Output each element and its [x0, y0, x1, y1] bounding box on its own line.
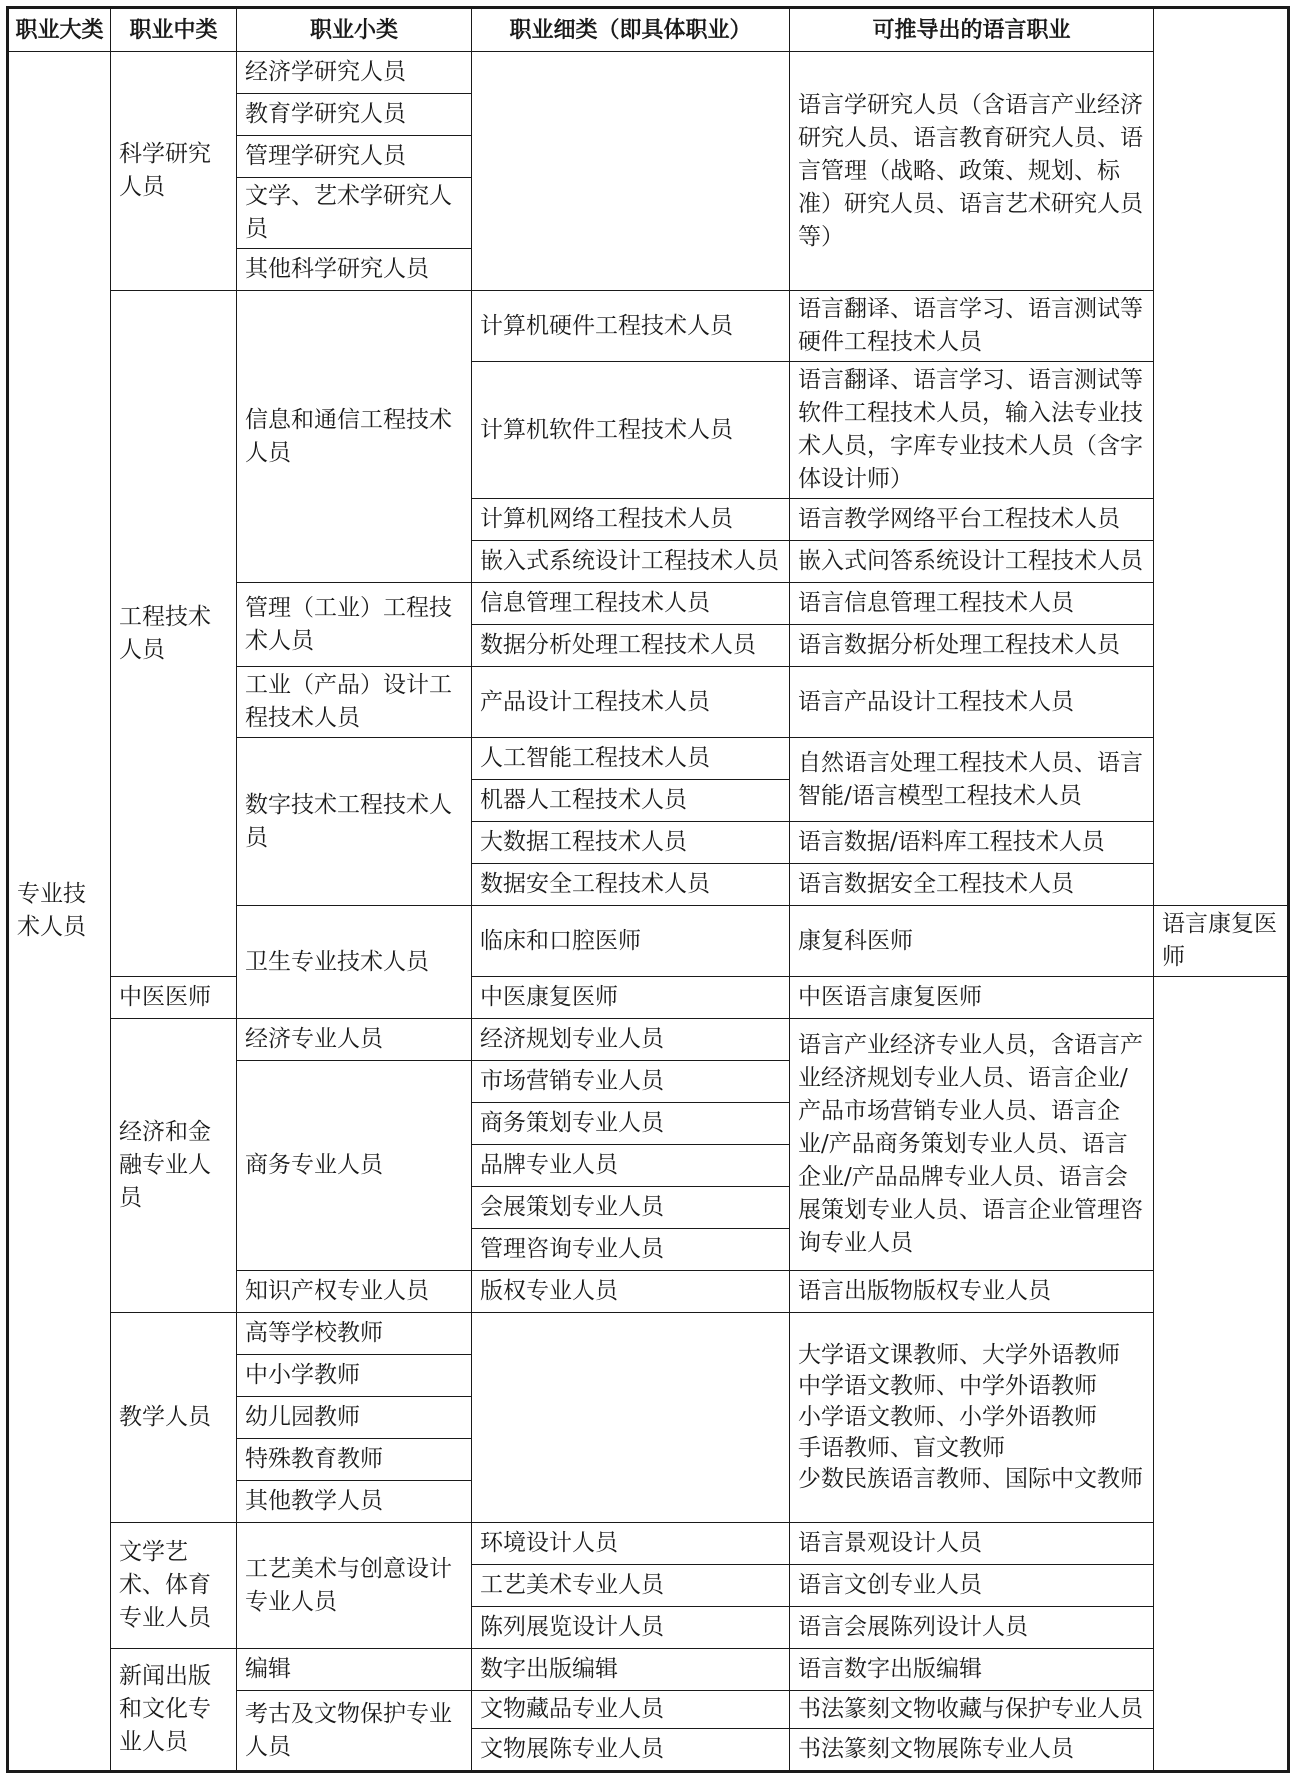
derived-occupation: 语言数据安全工程技术人员 — [790, 864, 1154, 906]
detail-occupation: 康复科医师 — [790, 906, 1154, 977]
derived-occupation: 自然语言处理工程技术人员、语言智能/语言模型工程技术人员 — [790, 738, 1154, 822]
derived-occupation: 书法篆刻文物收藏与保护专业人员 — [790, 1691, 1154, 1729]
mid-category: 工程技术人员 — [111, 291, 237, 977]
minor-category: 文学、艺术学研究人员 — [237, 178, 472, 249]
derived-occupation: 语言教学网络平台工程技术人员 — [790, 499, 1154, 541]
detail-occupation: 人工智能工程技术人员 — [472, 738, 790, 780]
detail-occupation: 嵌入式系统设计工程技术人员 — [472, 541, 790, 583]
table-row — [8, 52, 1289, 94]
derived-line: 中学语文教师、中学外语教师 — [798, 1373, 1097, 1399]
mid-category: 经济和金融专业人员 — [111, 1019, 237, 1313]
minor-category: 考古及文物保护专业人员 — [237, 1691, 472, 1772]
mid-category: 新闻出版和文化专业人员 — [111, 1649, 237, 1772]
detail-occupation: 工艺美术专业人员 — [472, 1565, 790, 1607]
derived-occupation: 语言康复医师 — [1154, 906, 1289, 977]
derived-occupation: 语言数据/语料库工程技术人员 — [790, 822, 1154, 864]
minor-category: 管理学研究人员 — [237, 136, 472, 178]
detail-occupation: 计算机软件工程技术人员 — [472, 362, 790, 499]
derived-occupation: 语言景观设计人员 — [790, 1523, 1154, 1565]
minor-category: 经济学研究人员 — [237, 52, 472, 94]
derived-occupation: 语言翻译、语言学习、语言测试等硬件工程技术人员 — [790, 291, 1154, 362]
derived-occupation: 语言产品设计工程技术人员 — [790, 667, 1154, 738]
derived-occupation: 语言学研究人员（含语言产业经济研究人员、语言教育研究人员、语言管理（战略、政策、规划、标准）研究人员、语言艺术研究人员等） — [790, 52, 1154, 291]
minor-category: 中小学教师 — [237, 1355, 472, 1397]
detail-empty — [472, 52, 790, 291]
detail-occupation: 计算机网络工程技术人员 — [472, 499, 790, 541]
header-row — [8, 8, 1289, 52]
derived-line: 手语教师、盲文教师 — [798, 1435, 1005, 1461]
table-row — [8, 1523, 1289, 1565]
derived-line: 小学语文教师、小学外语教师 — [798, 1404, 1097, 1430]
minor-category: 中医医师 — [111, 977, 237, 1019]
minor-category: 其他教学人员 — [237, 1481, 472, 1523]
header-mid: 职业中类 — [111, 8, 237, 52]
occupation-table — [6, 6, 1290, 1773]
derived-occupation — [790, 1313, 1154, 1523]
detail-occupation: 数字出版编辑 — [472, 1649, 790, 1691]
minor-category: 管理（工业）工程技术人员 — [237, 583, 472, 667]
detail-occupation: 数据安全工程技术人员 — [472, 864, 790, 906]
derived-line: 少数民族语言教师、国际中文教师 — [798, 1466, 1143, 1492]
minor-category: 知识产权专业人员 — [237, 1271, 472, 1313]
mid-category: 教学人员 — [111, 1313, 237, 1523]
detail-empty — [472, 1313, 790, 1523]
detail-occupation: 文物藏品专业人员 — [472, 1691, 790, 1729]
mid-category: 卫生专业技术人员 — [237, 906, 472, 1019]
detail-occupation: 数据分析处理工程技术人员 — [472, 625, 790, 667]
minor-category: 商务专业人员 — [237, 1061, 472, 1271]
detail-occupation: 产品设计工程技术人员 — [472, 667, 790, 738]
table-row — [8, 291, 1289, 362]
minor-category: 其他科学研究人员 — [237, 249, 472, 291]
derived-occupation: 书法篆刻文物展陈专业人员 — [790, 1729, 1154, 1772]
table-row — [8, 1313, 1289, 1355]
derived-occupation: 语言出版物版权专业人员 — [790, 1271, 1154, 1313]
derived-occupation: 语言文创专业人员 — [790, 1565, 1154, 1607]
derived-occupation: 嵌入式问答系统设计工程技术人员 — [790, 541, 1154, 583]
detail-occupation: 环境设计人员 — [472, 1523, 790, 1565]
table-row — [8, 977, 1289, 1019]
mid-category: 文学艺术、体育专业人员 — [111, 1523, 237, 1649]
minor-category: 教育学研究人员 — [237, 94, 472, 136]
minor-category: 幼儿园教师 — [237, 1397, 472, 1439]
header-minor: 职业小类 — [237, 8, 472, 52]
minor-category: 工业（产品）设计工程技术人员 — [237, 667, 472, 738]
detail-occupation: 机器人工程技术人员 — [472, 780, 790, 822]
derived-occupation: 中医语言康复医师 — [790, 977, 1154, 1019]
derived-occupation: 语言数字出版编辑 — [790, 1649, 1154, 1691]
detail-occupation: 文物展陈专业人员 — [472, 1729, 790, 1772]
detail-occupation: 计算机硬件工程技术人员 — [472, 291, 790, 362]
derived-occupation: 语言数据分析处理工程技术人员 — [790, 625, 1154, 667]
detail-occupation: 商务策划专业人员 — [472, 1103, 790, 1145]
detail-occupation: 中医康复医师 — [472, 977, 790, 1019]
header-major: 职业大类 — [8, 8, 111, 52]
minor-category: 经济专业人员 — [237, 1019, 472, 1061]
header-detail: 职业细类（即具体职业） — [472, 8, 790, 52]
derived-occupation: 语言产业经济专业人员，含语言产业经济规划专业人员、语言企业/产品市场营销专业人员、语言企业/产品商务策划专业人员、语言企业/产品品牌专业人员、语言会展策划专业人员、语言企业管理咨询专业人员 — [790, 1019, 1154, 1271]
header-derived: 可推导出的语言职业 — [790, 8, 1154, 52]
minor-category: 临床和口腔医师 — [472, 906, 790, 977]
minor-category: 工艺美术与创意设计专业人员 — [237, 1523, 472, 1649]
minor-category: 编辑 — [237, 1649, 472, 1691]
detail-occupation: 陈列展览设计人员 — [472, 1607, 790, 1649]
detail-occupation: 版权专业人员 — [472, 1271, 790, 1313]
table-row — [8, 1019, 1289, 1061]
derived-occupation: 语言翻译、语言学习、语言测试等软件工程技术人员，输入法专业技术人员，字库专业技术人员（含字体设计师） — [790, 362, 1154, 499]
mid-category: 科学研究人员 — [111, 52, 237, 291]
detail-occupation: 经济规划专业人员 — [472, 1019, 790, 1061]
minor-category: 特殊教育教师 — [237, 1439, 472, 1481]
derived-occupation: 语言信息管理工程技术人员 — [790, 583, 1154, 625]
minor-category: 高等学校教师 — [237, 1313, 472, 1355]
derived-occupation: 语言会展陈列设计人员 — [790, 1607, 1154, 1649]
major-category: 专业技术人员 — [8, 52, 111, 1772]
detail-occupation: 管理咨询专业人员 — [472, 1229, 790, 1271]
derived-line: 大学语文课教师、大学外语教师 — [798, 1342, 1120, 1368]
minor-category: 信息和通信工程技术人员 — [237, 291, 472, 583]
detail-occupation: 品牌专业人员 — [472, 1145, 790, 1187]
detail-occupation: 会展策划专业人员 — [472, 1187, 790, 1229]
minor-category: 数字技术工程技术人员 — [237, 738, 472, 906]
detail-occupation: 大数据工程技术人员 — [472, 822, 790, 864]
table-row — [8, 1649, 1289, 1691]
detail-occupation: 市场营销专业人员 — [472, 1061, 790, 1103]
detail-occupation: 信息管理工程技术人员 — [472, 583, 790, 625]
